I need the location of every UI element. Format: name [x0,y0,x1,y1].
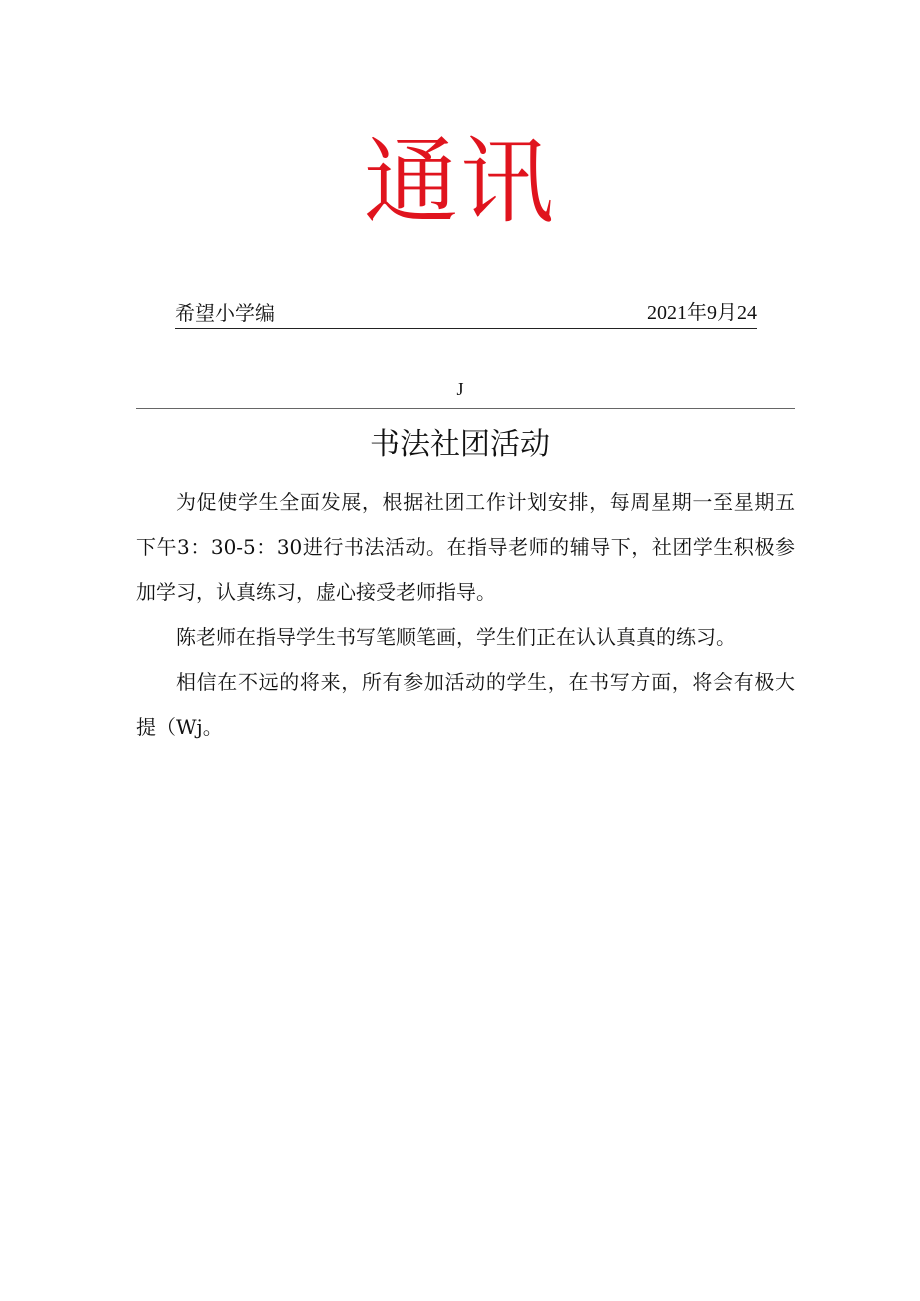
article-paragraph: 相信在不远的将来，所有参加活动的学生，在书写方面，将会有极大提（Wj。 [136,670,795,739]
article-paragraph: 陈老师在指导学生书写笔顺笔画，学生们正在认认真真的练习。 [176,625,736,649]
masthead-title: 通讯 [363,128,556,237]
date-continuation-mark: J [456,379,464,399]
article-title: 书法社团活动 [370,427,550,462]
article-paragraph: 为促使学生全面发展，根据社团工作计划安排，每周星期一至星期五下午3：30-5：30进行书法活动。在指导老师的辅导下，社团学生积极参加学习，认真练习，虚心接受老师指导。 [136,490,795,604]
header-divider [136,408,795,409]
article-body [136,480,795,750]
issue-date: 2021年9月24 [647,302,757,324]
issuer-name: 希望小学编 [175,301,275,325]
issuer-date-line [175,300,757,329]
